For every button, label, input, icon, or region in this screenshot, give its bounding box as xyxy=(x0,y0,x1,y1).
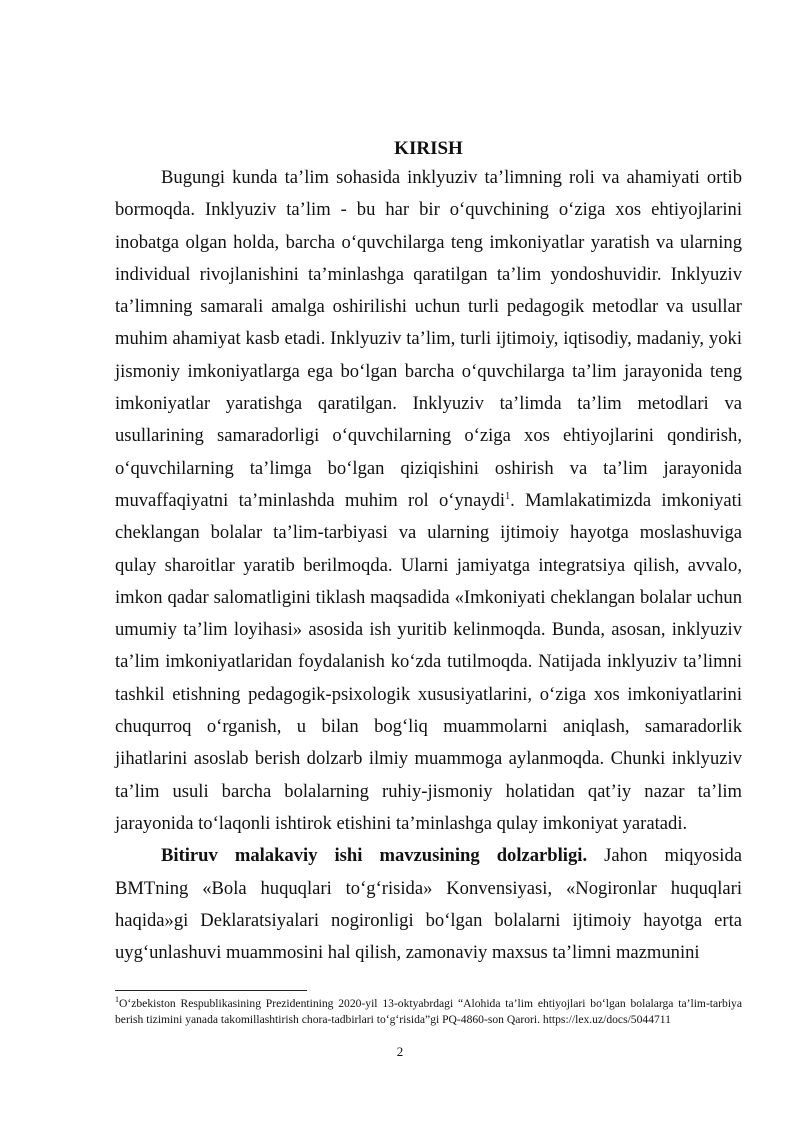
footnote-divider xyxy=(115,990,307,991)
footnote-reference[interactable]: 1 xyxy=(505,490,511,502)
footnote xyxy=(115,996,742,1028)
paragraph-relevance xyxy=(115,840,742,969)
section-heading: KIRISH xyxy=(394,138,463,159)
paragraph-intro xyxy=(115,162,742,840)
paragraph-relevance-text: Jahon miqyosida BMTning «Bola huquqlari to‘g‘risida» Konvensiyasi, «Nogironlar huquqlari haqida»gi Deklaratsiyalari nogironligi bo‘lgan bolalarni ijtimoiy hayotga erta uyg‘unlashuvi muammosini hal qilish, zamonaviy maxsus ta’limni mazmunini xyxy=(115,845,742,964)
body-text xyxy=(115,162,742,969)
footnote-marker: 1 xyxy=(115,995,119,1005)
footnote-text: O‘zbekiston Respublikasining Prezidentining 2020-yil 13-oktyabrdagi “Alohida ta’lim ehtiyojlari bo‘lgan bolalarga ta’lim-tarbiya berish tizimini yanada takomillashtirish chora-tadbirlari to‘g‘risida”gi PQ-4860-son Qarori. https://lex.uz/docs/5044711 xyxy=(115,997,742,1026)
paragraph-intro-text-a: Bugungi kunda ta’lim sohasida inklyuziv ta’limning roli va ahamiyati ortib bormoqda. Inklyuziv ta’lim - bu har bir o‘quvchining o‘ziga xos ehtiyojlarini inobatga olgan holda, barcha o‘quvchilarga teng imkoniyatlar yaratish va ularning individual rivojlanishini ta’minlashga qaratilgan ta’lim yondoshuvidir. Inklyuziv ta’limning samarali amalga oshirilishi uchun turli pedagogik metodlar va usullar muhim ahamiyat kasb etadi. Inklyuziv ta’lim, turli ijtimoiy, iqtisodiy, madaniy, yoki jismoniy imkoniyatlarga ega bo‘lgan barcha o‘quvchilarga ta’lim jarayonida teng imkoniyatlar yaratishga qaratilgan. Inklyuziv ta’limda ta’lim metodlari va usullarining samaradorligi o‘quvchilarning o‘ziga xos ehtiyojlarini qondirish, o‘quvchilarning ta’limga bo‘lgan qiziqishini oshirish va ta’lim jarayonida muvaffaqiyatni ta’minlashda muhim rol o‘ynaydi xyxy=(115,167,742,511)
page-number: 2 xyxy=(396,1044,404,1059)
relevance-heading: Bitiruv malakaviy ishi mavzusining dolzarbligi. xyxy=(161,845,588,867)
paragraph-intro-text-b: . Mamlakatimizda imkoniyati cheklangan bolalar ta’lim-tarbiyasi va ularning ijtimoiy hayotga moslashuviga qulay sharoitlar yaratib berilmoqda. Ularni jamiyatga integratsiya qilish, avvalo, imkon qadar salomatligini tiklash maqsadida «Imkoniyati cheklangan bolalar uchun umumiy ta’lim loyihasi» asosida ish yuritib kelinmoqda. Bunda, asosan, inklyuziv ta’lim imkoniyatlaridan foydalanish ko‘zda tutilmoqda. Natijada inklyuziv ta’limni tashkil etishning pedagogik-psixologik xususiyatlarini, o‘ziga xos imkoniyatlarini chuqurroq o‘rganish, u bilan bog‘liq muammolarni aniqlash, samaradorlik jihatlarini asoslab berish dolzarb ilmiy muammoga aylanmoqda. Chunki inklyuziv ta’lim usuli barcha bolalarning ruhiy-jismoniy holatidan qat’iy nazar ta’lim jarayonida to‘laqonli ishtirok etishini ta’minlashga qulay imkoniyat yaratadi. xyxy=(115,489,742,834)
